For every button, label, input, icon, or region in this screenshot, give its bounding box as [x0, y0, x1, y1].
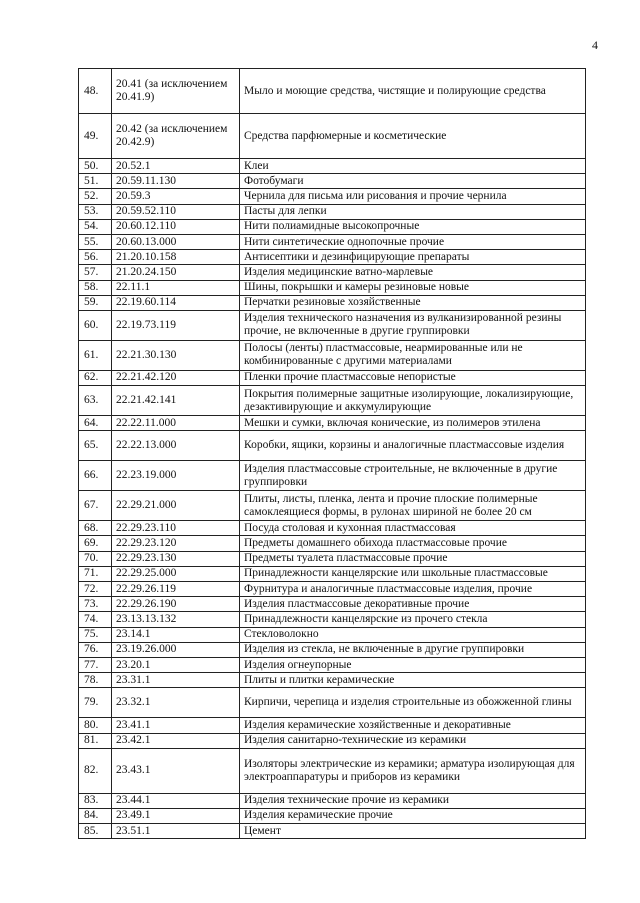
row-number: 85. [79, 824, 112, 839]
okpd-code: 22.21.42.141 [112, 386, 240, 416]
okpd-code: 23.42.1 [112, 733, 240, 748]
table-row [79, 310, 586, 340]
row-number: 84. [79, 808, 112, 823]
row-number: 66. [79, 461, 112, 491]
product-name: Кирпичи, черепица и изделия строительные из обожженной глины [240, 688, 586, 718]
row-number: 55. [79, 234, 112, 249]
table-row [79, 280, 586, 295]
table-row [79, 597, 586, 612]
table-row [79, 551, 586, 566]
row-number: 74. [79, 612, 112, 627]
okpd-code: 23.31.1 [112, 673, 240, 688]
okpd-code: 22.23.19.000 [112, 461, 240, 491]
table-row [79, 793, 586, 808]
product-name: Фурнитура и аналогичные пластмассовые изделия, прочие [240, 582, 586, 597]
product-name: Коробки, ящики, корзины и аналогичные пластмассовые изделия [240, 431, 586, 461]
row-number: 81. [79, 733, 112, 748]
row-number: 56. [79, 250, 112, 265]
product-name: Плиты и плитки керамические [240, 673, 586, 688]
row-number: 60. [79, 310, 112, 340]
row-number: 58. [79, 280, 112, 295]
okpd-code: 22.22.11.000 [112, 416, 240, 431]
table-row [79, 642, 586, 657]
product-name: Антисептики и дезинфицирующие препараты [240, 250, 586, 265]
table-row [79, 461, 586, 491]
okpd-code: 22.29.23.110 [112, 521, 240, 536]
table-row [79, 219, 586, 234]
row-number: 76. [79, 642, 112, 657]
row-number: 62. [79, 370, 112, 385]
okpd-code: 23.43.1 [112, 748, 240, 793]
okpd-code: 22.11.1 [112, 280, 240, 295]
okpd-code: 21.20.10.158 [112, 250, 240, 265]
okpd-code: 23.32.1 [112, 688, 240, 718]
product-name: Изделия технического назначения из вулканизированной резины прочие, не включенные в другие группировки [240, 310, 586, 340]
okpd-code: 23.20.1 [112, 657, 240, 672]
product-name: Изделия технические прочие из керамики [240, 793, 586, 808]
product-name: Изделия огнеупорные [240, 657, 586, 672]
table-row [79, 748, 586, 793]
row-number: 49. [79, 114, 112, 159]
product-name: Мыло и моющие средства, чистящие и полирующие средства [240, 69, 586, 114]
row-number: 59. [79, 295, 112, 310]
row-number: 73. [79, 597, 112, 612]
okpd-code: 22.29.26.190 [112, 597, 240, 612]
product-name: Цемент [240, 824, 586, 839]
product-name: Изделия из стекла, не включенные в другие группировки [240, 642, 586, 657]
table-row [79, 612, 586, 627]
row-number: 72. [79, 582, 112, 597]
product-name: Пасты для лепки [240, 204, 586, 219]
row-number: 77. [79, 657, 112, 672]
product-name: Клеи [240, 159, 586, 174]
row-number: 68. [79, 521, 112, 536]
table-row [79, 370, 586, 385]
product-name: Изделия санитарно-технические из керамики [240, 733, 586, 748]
table-row [79, 416, 586, 431]
okpd-code: 20.59.52.110 [112, 204, 240, 219]
okpd-code: 20.60.13.000 [112, 234, 240, 249]
table-row [79, 189, 586, 204]
product-name: Нити полиамидные высокопрочные [240, 219, 586, 234]
row-number: 51. [79, 174, 112, 189]
okpd-code: 20.60.12.110 [112, 219, 240, 234]
product-name: Шины, покрышки и камеры резиновые новые [240, 280, 586, 295]
product-name: Пленки прочие пластмассовые непористые [240, 370, 586, 385]
row-number: 82. [79, 748, 112, 793]
okpd-code: 22.29.23.130 [112, 551, 240, 566]
table-row [79, 174, 586, 189]
okpd-code: 22.29.26.119 [112, 582, 240, 597]
product-name: Нити синтетические однопочные прочие [240, 234, 586, 249]
okpd-code: 23.49.1 [112, 808, 240, 823]
product-name: Полосы (ленты) пластмассовые, неармированные или не комбинированные с другими материалами [240, 340, 586, 370]
okpd-code: 22.29.25.000 [112, 566, 240, 581]
okpd-code: 22.22.13.000 [112, 431, 240, 461]
product-name: Изделия пластмассовые строительные, не включенные в другие группировки [240, 461, 586, 491]
okpd-code: 20.52.1 [112, 159, 240, 174]
table-row [79, 657, 586, 672]
table-row [79, 159, 586, 174]
row-number: 52. [79, 189, 112, 204]
okpd-code: 22.29.23.120 [112, 536, 240, 551]
table-row [79, 718, 586, 733]
table-row [79, 204, 586, 219]
products-table [78, 68, 586, 839]
table-body [79, 69, 586, 839]
okpd-code: 23.19.26.000 [112, 642, 240, 657]
row-number: 69. [79, 536, 112, 551]
row-number: 78. [79, 673, 112, 688]
product-name: Изделия керамические прочие [240, 808, 586, 823]
okpd-code: 22.21.30.130 [112, 340, 240, 370]
okpd-code: 23.14.1 [112, 627, 240, 642]
table-row [79, 808, 586, 823]
okpd-code: 21.20.24.150 [112, 265, 240, 280]
table-row [79, 340, 586, 370]
product-name: Изделия пластмассовые декоративные прочие [240, 597, 586, 612]
product-name: Стекловолокно [240, 627, 586, 642]
okpd-code: 23.13.13.132 [112, 612, 240, 627]
product-name: Принадлежности канцелярские или школьные пластмассовые [240, 566, 586, 581]
table-row [79, 824, 586, 839]
row-number: 61. [79, 340, 112, 370]
table-row [79, 234, 586, 249]
table-row [79, 295, 586, 310]
okpd-code: 22.19.73.119 [112, 310, 240, 340]
product-name: Покрытия полимерные защитные изолирующие, локализирующие, дезактивирующие и аккумулирующие [240, 386, 586, 416]
row-number: 53. [79, 204, 112, 219]
row-number: 80. [79, 718, 112, 733]
product-name: Принадлежности канцелярские из прочего стекла [240, 612, 586, 627]
table-row [79, 431, 586, 461]
row-number: 63. [79, 386, 112, 416]
table-row [79, 386, 586, 416]
product-name: Посуда столовая и кухонная пластмассовая [240, 521, 586, 536]
row-number: 54. [79, 219, 112, 234]
product-name: Предметы домашнего обихода пластмассовые прочие [240, 536, 586, 551]
okpd-code: 23.51.1 [112, 824, 240, 839]
table-row [79, 114, 586, 159]
row-number: 65. [79, 431, 112, 461]
okpd-code: 22.21.42.120 [112, 370, 240, 385]
okpd-code: 23.44.1 [112, 793, 240, 808]
product-name: Перчатки резиновые хозяйственные [240, 295, 586, 310]
okpd-code: 20.59.3 [112, 189, 240, 204]
okpd-code: 22.29.21.000 [112, 491, 240, 521]
row-number: 70. [79, 551, 112, 566]
row-number: 64. [79, 416, 112, 431]
product-name: Изделия керамические хозяйственные и декоративные [240, 718, 586, 733]
okpd-code: 20.59.11.130 [112, 174, 240, 189]
row-number: 48. [79, 69, 112, 114]
table-row [79, 566, 586, 581]
table-row [79, 688, 586, 718]
table-row [79, 491, 586, 521]
table-row [79, 69, 586, 114]
row-number: 83. [79, 793, 112, 808]
row-number: 71. [79, 566, 112, 581]
table-row [79, 673, 586, 688]
table-row [79, 265, 586, 280]
table-row [79, 536, 586, 551]
product-name: Мешки и сумки, включая конические, из полимеров этилена [240, 416, 586, 431]
okpd-code: 23.41.1 [112, 718, 240, 733]
table-row [79, 582, 586, 597]
product-name: Изоляторы электрические из керамики; арматура изолирующая для электроаппаратуры и приборов из керамики [240, 748, 586, 793]
product-name: Предметы туалета пластмассовые прочие [240, 551, 586, 566]
row-number: 79. [79, 688, 112, 718]
product-name: Средства парфюмерные и косметические [240, 114, 586, 159]
row-number: 75. [79, 627, 112, 642]
row-number: 57. [79, 265, 112, 280]
product-name: Чернила для письма или рисования и прочие чернила [240, 189, 586, 204]
table-row [79, 250, 586, 265]
row-number: 50. [79, 159, 112, 174]
row-number: 67. [79, 491, 112, 521]
product-name: Фотобумаги [240, 174, 586, 189]
page-number: 4 [592, 38, 598, 52]
okpd-code: 20.42 (за исключением 20.42.9) [112, 114, 240, 159]
table-row [79, 521, 586, 536]
product-name: Изделия медицинские ватно-марлевые [240, 265, 586, 280]
table-row [79, 733, 586, 748]
okpd-code: 22.19.60.114 [112, 295, 240, 310]
table-row [79, 627, 586, 642]
product-name: Плиты, листы, пленка, лента и прочие плоские полимерные самоклеящиеся формы, в рулонах шириной не более 20 см [240, 491, 586, 521]
okpd-code: 20.41 (за исключением 20.41.9) [112, 69, 240, 114]
